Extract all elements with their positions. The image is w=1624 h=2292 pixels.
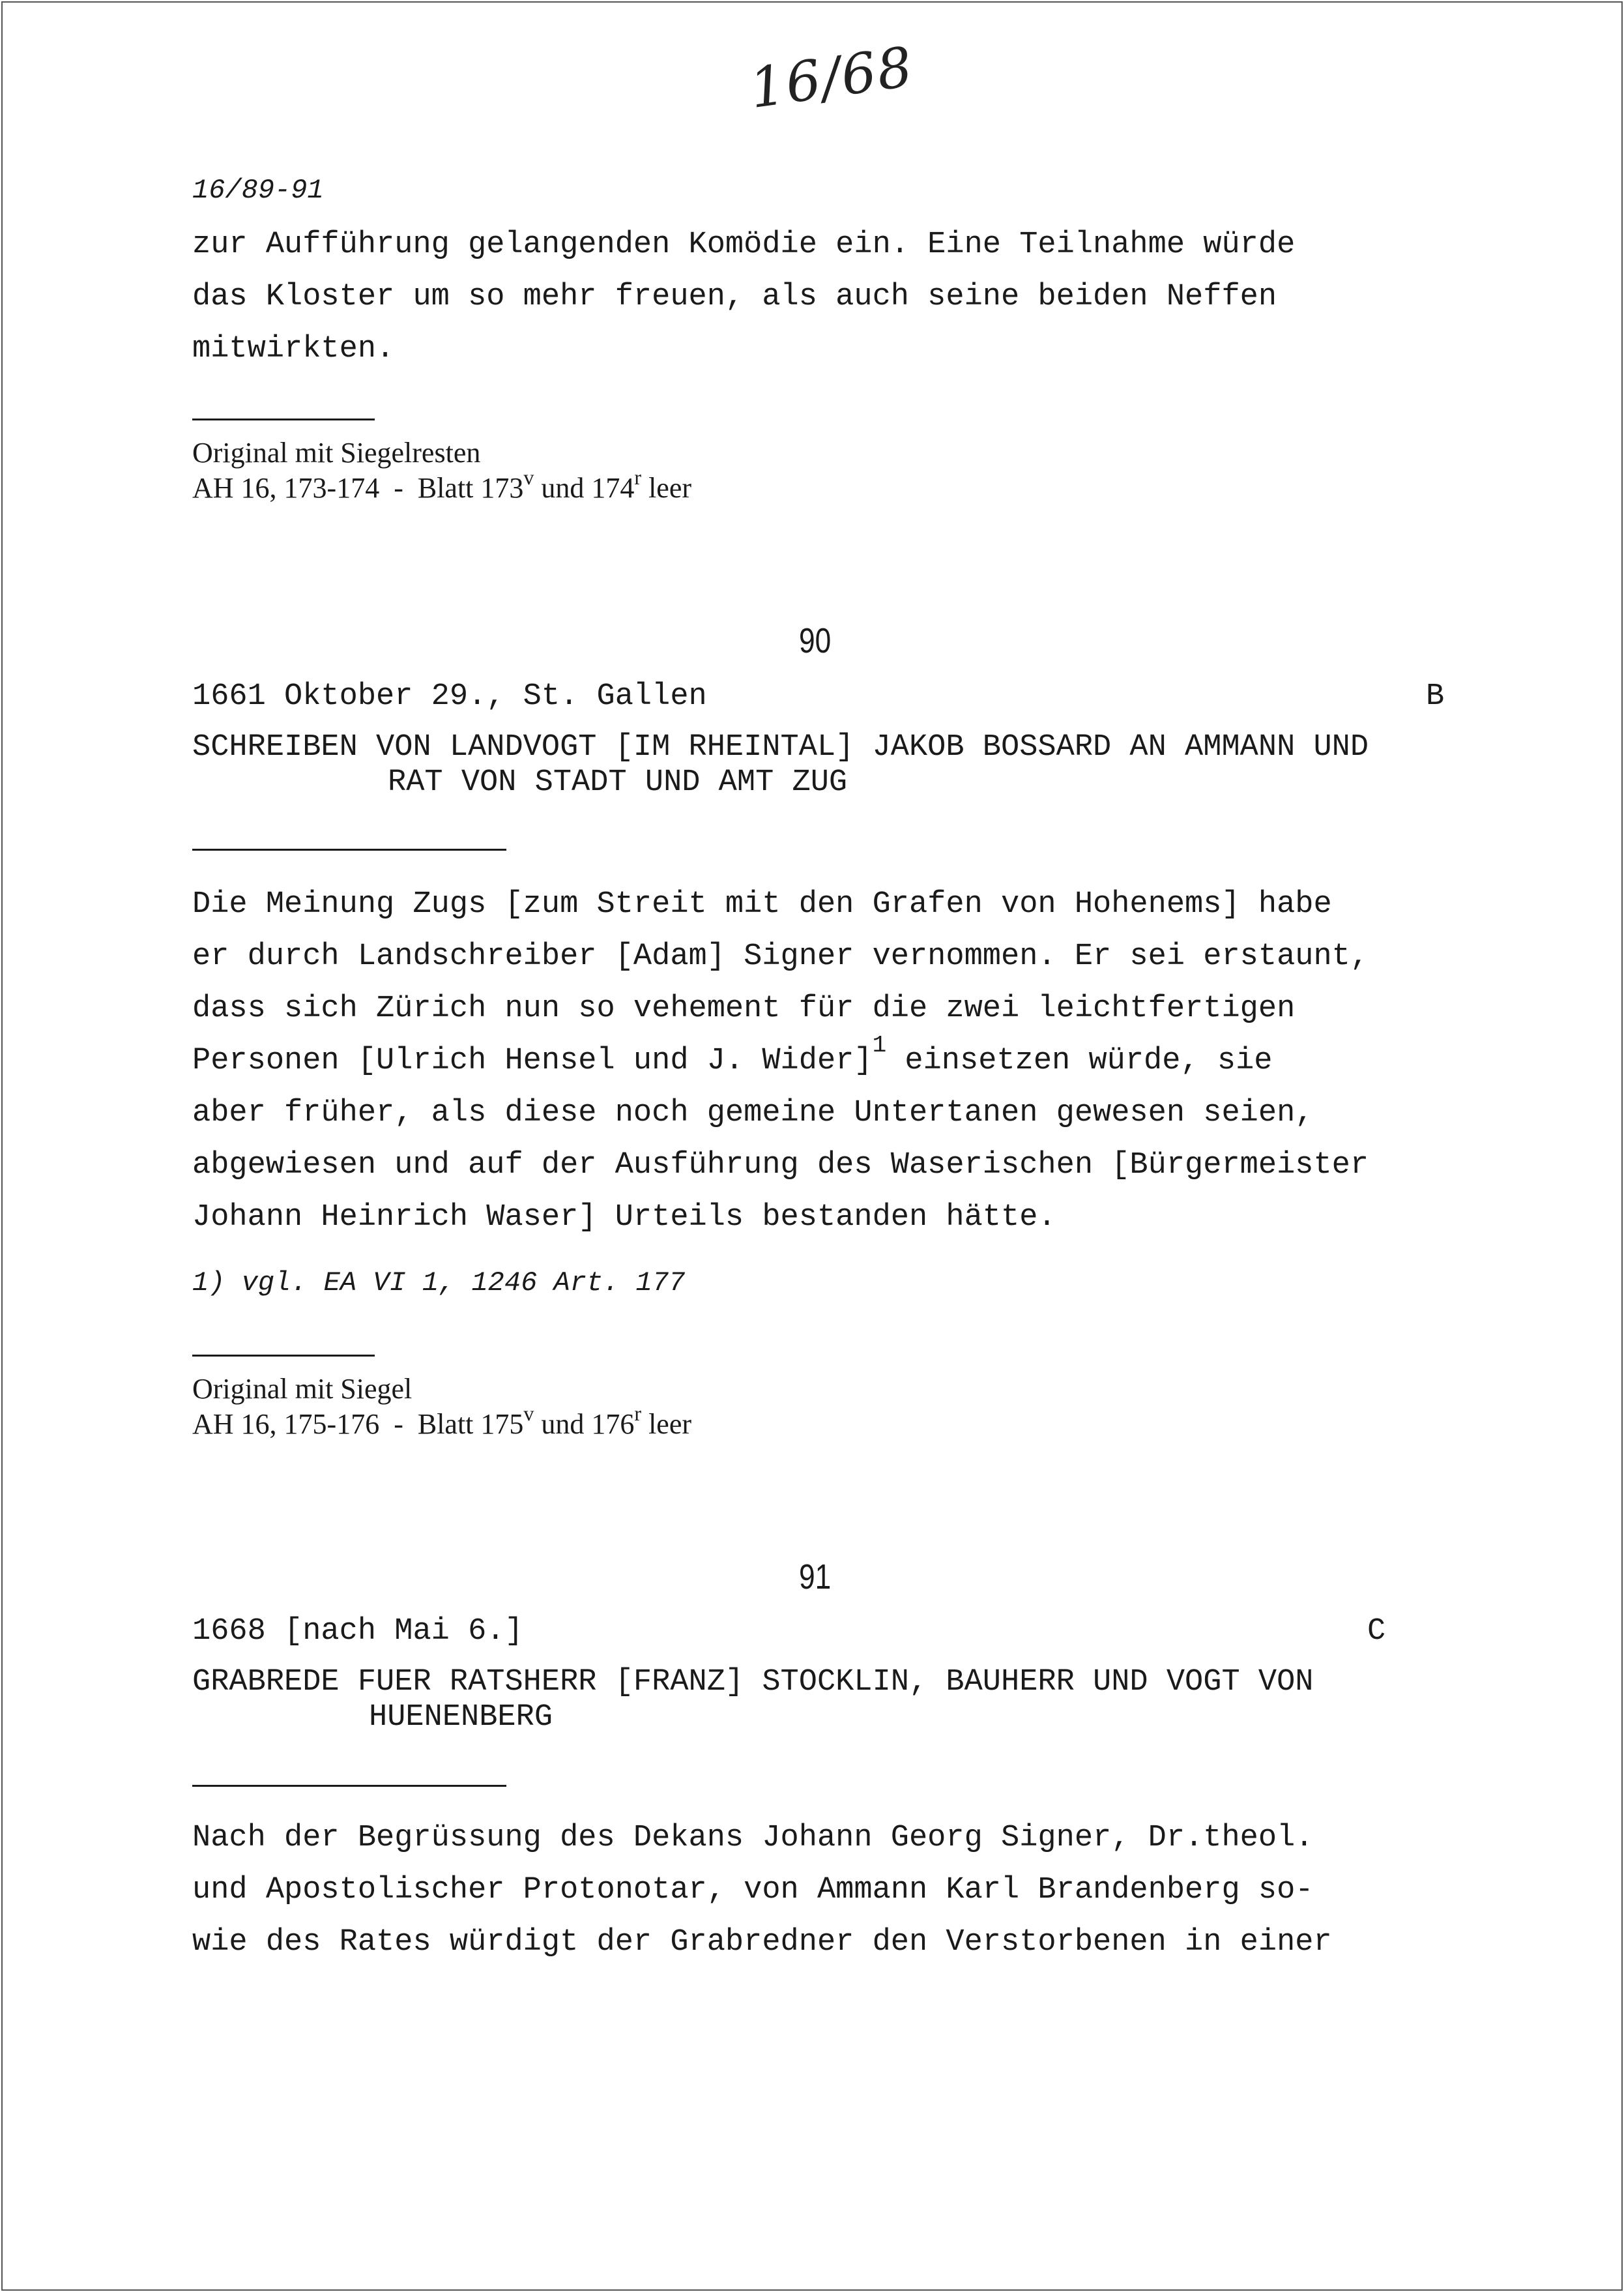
verso-superscript: v (523, 465, 534, 489)
paragraph-line (192, 1032, 1273, 1089)
archive-note-line: Original mit Siegel (192, 1373, 413, 1405)
note-text: und 174 (534, 472, 635, 504)
page-reference: 16/89-91 (192, 175, 324, 206)
category-letter: B (1426, 679, 1445, 714)
paragraph-line: er durch Landschreiber [Adam] Signer vernommen. Er sei erstaunt, (192, 939, 1369, 974)
archive-note-line (192, 465, 691, 506)
footnote-marker: 1 (872, 1032, 887, 1059)
paragraph-line: aber früher, als diese noch gemeine Untertanen gewesen seien, (192, 1096, 1314, 1130)
document-title-continued: RAT VON STADT UND AMT ZUG (388, 765, 848, 800)
document-title: GRABREDE FUER RATSHERR [FRANZ] STOCKLIN, BAUHERR UND VOGT VON (192, 1665, 1314, 1699)
document-title: SCHREIBEN VON LANDVOGT [IM RHEINTAL] JAKOB BOSSARD AN AMMANN UND (192, 730, 1369, 765)
note-text: leer (641, 472, 691, 504)
recto-superscript: r (634, 1402, 642, 1425)
title-separator (192, 849, 506, 851)
date-place: 1661 Oktober 29., St. Gallen (192, 679, 707, 714)
line-text: Personen [Ulrich Hensel und J. Wider] (192, 1044, 873, 1078)
recto-superscript: r (634, 465, 642, 489)
paragraph-line: Johann Heinrich Waser] Urteils bestanden hätte. (192, 1200, 1056, 1235)
paragraph-line: Die Meinung Zugs [zum Streit mit den Grafen von Hohenems] habe (192, 887, 1332, 922)
note-text: AH 16, 173-174 - Blatt 173 (192, 472, 524, 504)
document-title-continued: HUENENBERG (369, 1700, 553, 1735)
paragraph-line: abgewiesen und auf der Ausführung des Waserischen [Bürgermeister (192, 1148, 1369, 1183)
document-number: 90 (799, 621, 832, 660)
paragraph-line: das Kloster um so mehr freuen, als auch seine beiden Neffen (192, 280, 1277, 314)
archive-note-line (192, 1402, 691, 1442)
paragraph-line: Nach der Begrüssung des Dekans Johann Georg Signer, Dr.theol. (192, 1821, 1314, 1855)
paragraph-line: wie des Rates würdigt der Grabredner den Verstorbenen in einer (192, 1925, 1332, 1960)
note-text: leer (641, 1408, 691, 1440)
paragraph-line: mitwirkten. (192, 332, 395, 366)
category-letter: C (1367, 1614, 1386, 1649)
verso-superscript: v (523, 1402, 534, 1425)
notes-separator (192, 419, 375, 420)
handwritten-folio-number: 16/68 (746, 34, 918, 121)
notes-separator (192, 1355, 375, 1357)
note-text: und 176 (534, 1408, 635, 1440)
title-separator (192, 1785, 506, 1787)
note-text: AH 16, 175-176 - Blatt 175 (192, 1408, 524, 1440)
document-number: 91 (799, 1557, 832, 1596)
date-place: 1668 [nach Mai 6.] (192, 1614, 523, 1649)
paragraph-line: zur Aufführung gelangenden Komödie ein. Eine Teilnahme würde (192, 228, 1296, 262)
paragraph-line: und Apostolischer Protonotar, von Ammann Karl Brandenberg so- (192, 1873, 1314, 1907)
line-text: einsetzen würde, sie (886, 1044, 1273, 1078)
archive-note-line: Original mit Siegelresten (192, 437, 481, 469)
footnote: 1) vgl. EA VI 1, 1246 Art. 177 (192, 1267, 686, 1299)
paragraph-line: dass sich Zürich nun so vehement für die zwei leichtfertigen (192, 992, 1296, 1026)
